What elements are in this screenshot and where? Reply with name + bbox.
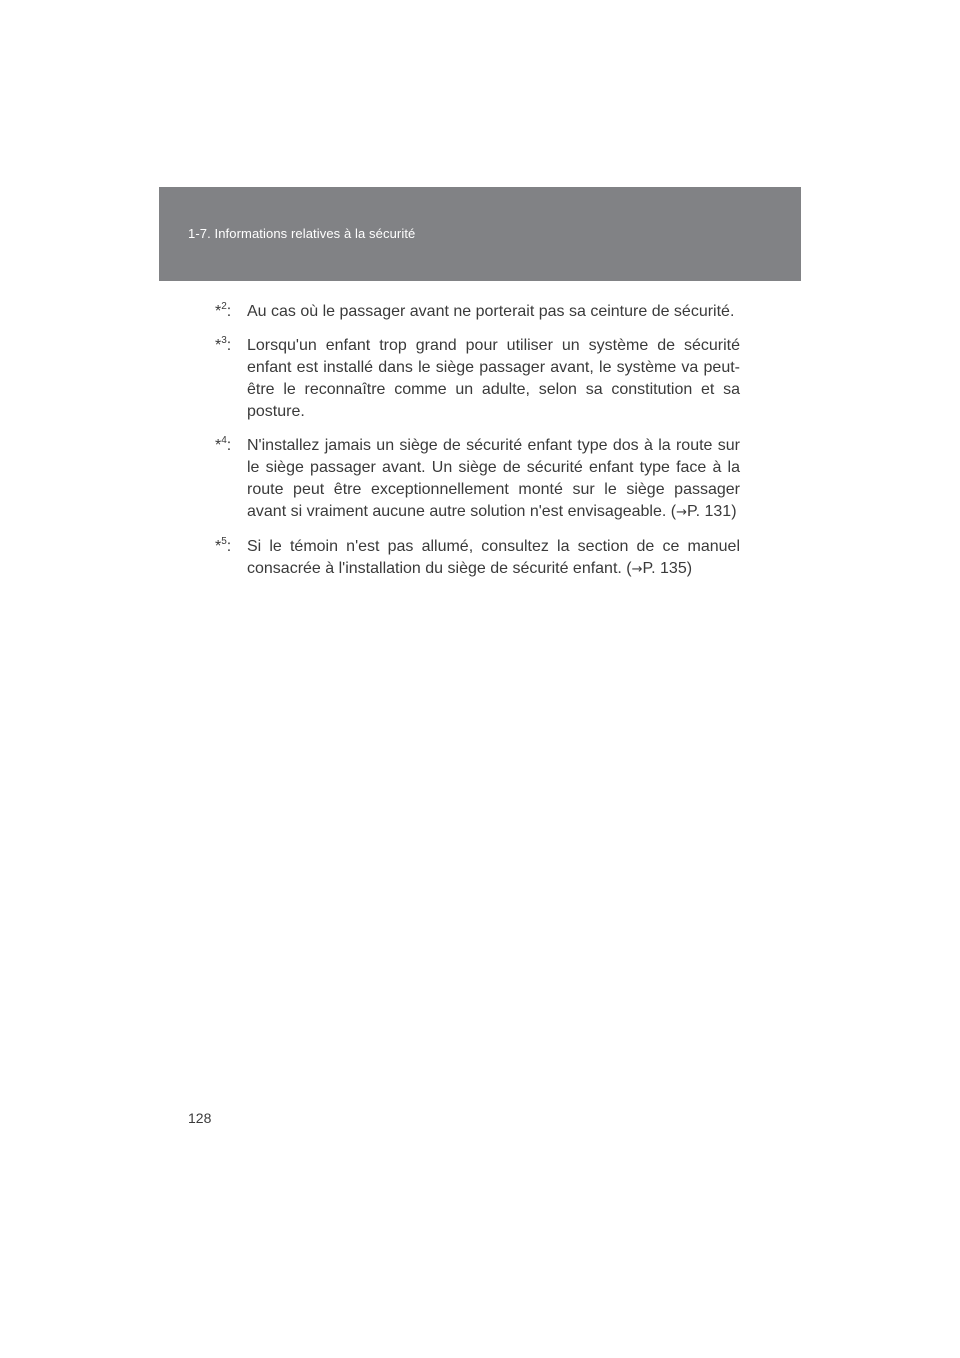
right-arrow-icon: → — [676, 505, 687, 520]
footnote-marker: *$^3$: — [215, 334, 232, 354]
footnote-list — [213, 301, 740, 593]
page-reference-link[interactable]: P. 131) — [687, 503, 737, 520]
section-title: 1-7. Informations relatives à la sécurité — [188, 226, 416, 241]
page-number: 128 — [188, 1110, 212, 1126]
right-arrow-icon: → — [631, 562, 643, 577]
footnote-text: Lorsqu'un enfant trop grand pour utiliser un système de sécurité enfant est installé dans le siège passager avant, le système va peut-être le reconnaître comme un adulte, selon sa constitution et sa posture. — [247, 337, 740, 420]
footnote-text: N'installez jamais un siège de sécurité enfant type dos à la route sur le siège passager avant. Un siège de sécurité enfant type face à la route peut être exceptionnellement monté sur le siège passager avant si vraiment aucune autre solution n'est envisageable. ( — [247, 437, 740, 520]
footnote-text: Au cas où le passager avant ne porterait pas sa ceinture de sécurité. — [247, 303, 735, 320]
footnote-marker: *$^4$: — [215, 434, 232, 454]
footnote-5 — [213, 536, 740, 581]
footnote-3 — [213, 335, 740, 423]
footnote-marker: *$^5$: — [215, 535, 232, 555]
footnote-4 — [213, 435, 740, 524]
page-reference-link[interactable]: P. 135) — [642, 560, 693, 577]
footnote-2 — [213, 301, 740, 323]
footnote-marker: *$^2$: — [215, 300, 232, 320]
footnote-text: Si le témoin n'est pas allumé, consultez la section de ce manuel consacrée à l'installation du siège de sécurité enfant. ( — [247, 538, 740, 577]
